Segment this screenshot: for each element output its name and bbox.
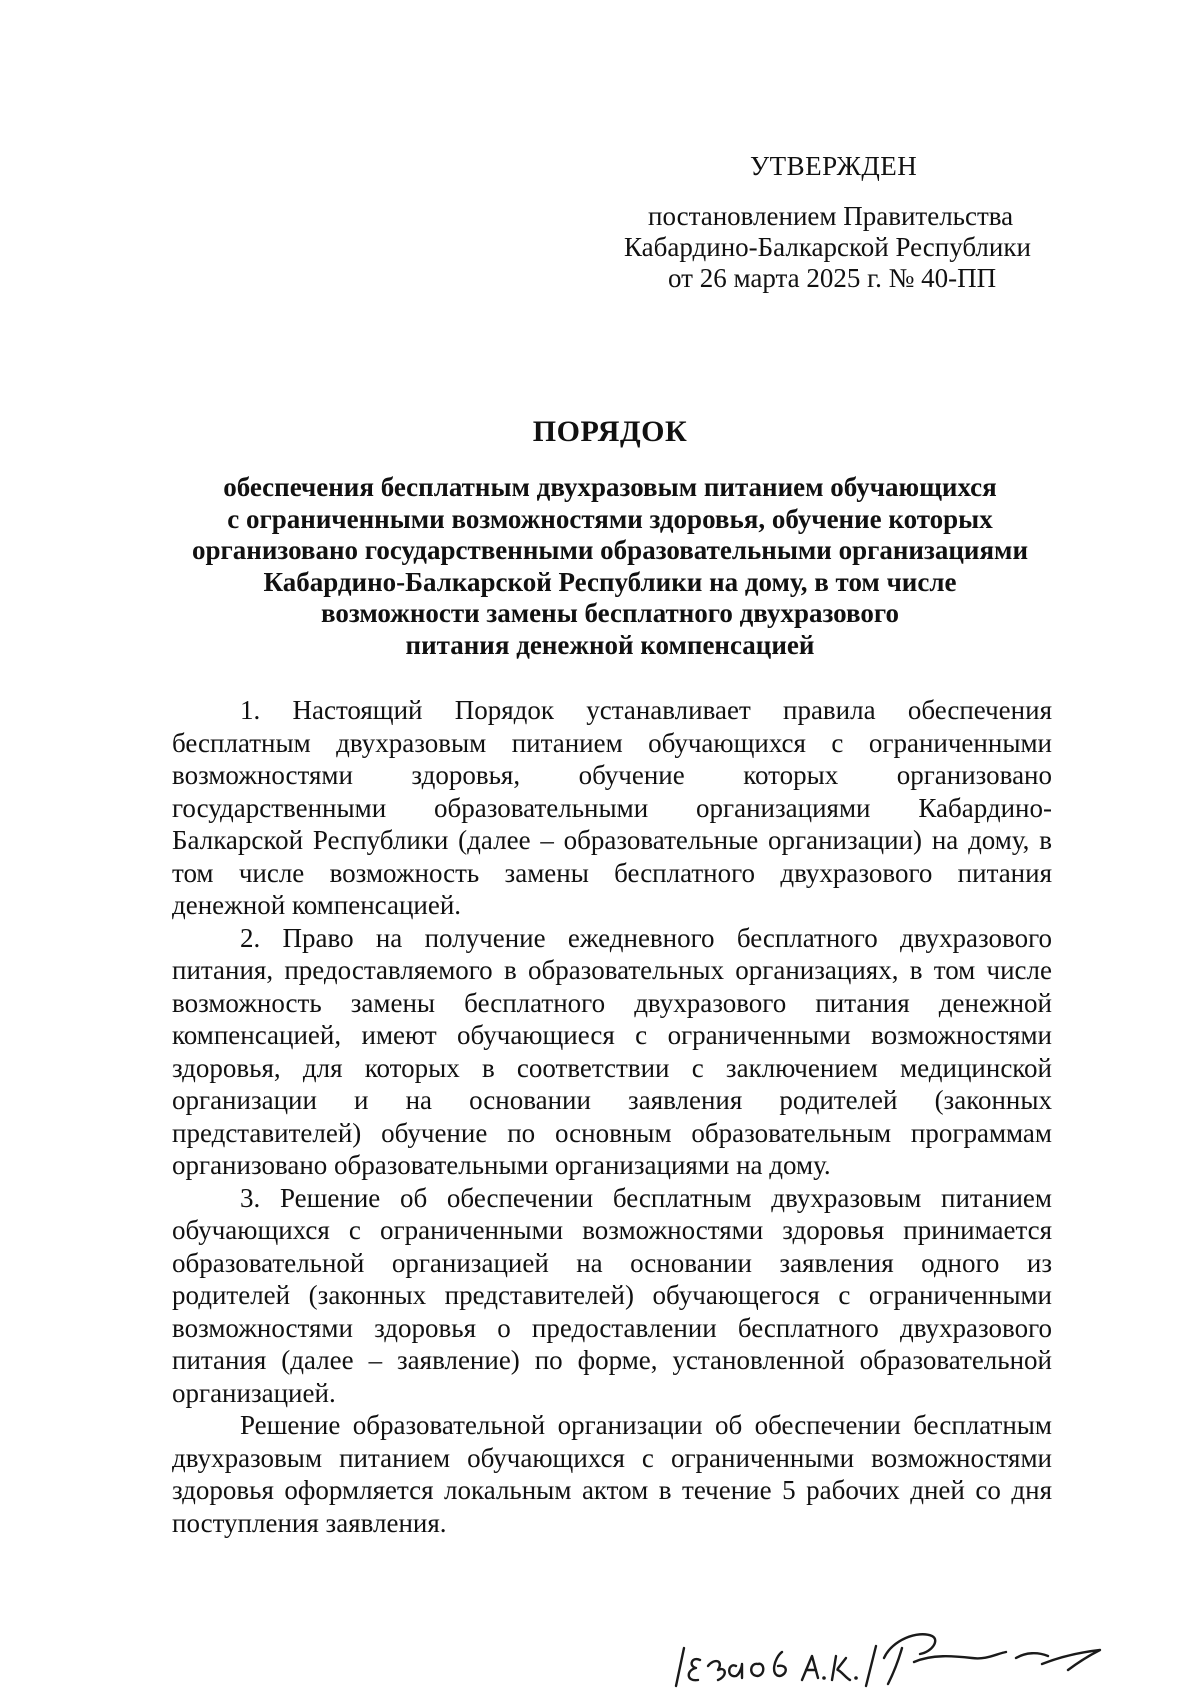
signature-drawing	[670, 1600, 1130, 1690]
approval-line-resolution: постановлением Правительства	[648, 201, 1014, 231]
document-subtitle-line: организовано государственными образовательными организациями	[191, 535, 1029, 565]
document-subtitle-line: питания денежной компенсацией	[405, 629, 815, 660]
paragraph-2: 2. Право на получение ежедневного бесплатного двухразового питания, предоставляемого в образовательных организациях, в том числе возможность замены бесплатного двухразового питания денежной компенсацией, имеют обучающиеся с ограниченными возможностями здоровья, для которых в соответствии с заключением медицинской организации и на основании заявления родителей (законных представителей) обучение по основным образовательным программам организовано образовательными организациями на дому.	[172, 922, 1052, 1180]
document-subtitle-line: Кабардино-Балкарской Республики на дому, в том числе	[263, 566, 957, 597]
approval-line-republic: Кабардино-Балкарской Республики	[624, 232, 1031, 262]
document-title-block	[160, 412, 1060, 661]
handwritten-signature	[670, 1600, 1130, 1690]
document-subtitle-line: обеспечения бесплатным двухразовым питанием обучающихся	[223, 472, 997, 502]
paragraph-4: Решение образовательной организации об обеспечении бесплатным двухразовым питанием обучающихся с ограниченными возможностями здоровья оформляется локальным актом в течение 5 рабочих дней со дня поступления заявления.	[172, 1410, 1052, 1538]
document-body	[172, 694, 1052, 1539]
approval-line-date-number: от 26 марта 2025 г. № 40-ПП	[668, 263, 997, 293]
document-subtitle-line: с ограниченными возможностями здоровья, обучение которых	[227, 503, 993, 534]
paragraph-1: 1. Настоящий Порядок устанавливает правила обеспечения бесплатным двухразовым питанием обучающихся с ограниченными возможностями здоровья, обучение которых организовано государственными образовательными организациями Кабардино-Балкарской Республики (далее – образовательные организации) на дому, в том числе возможность замены бесплатного двухразового питания денежной компенсацией.	[172, 695, 1052, 920]
approval-heading: УТВЕРЖДЕН	[750, 151, 918, 181]
document-title: ПОРЯДОК	[532, 415, 688, 448]
paragraph-3: 3. Решение об обеспечении бесплатным двухразовым питанием обучающихся с ограниченными возможностями здоровья принимается образовательной организацией на основании заявления одного из родителей (законных представителей) обучающегося с ограниченными возможностями здоровья о предоставлении бесплатного двухразового питания (далее – заявление) по форме, установленной образовательной организацией.	[172, 1182, 1052, 1408]
document-subtitle-line: возможности замены бесплатного двухразового	[321, 598, 899, 628]
